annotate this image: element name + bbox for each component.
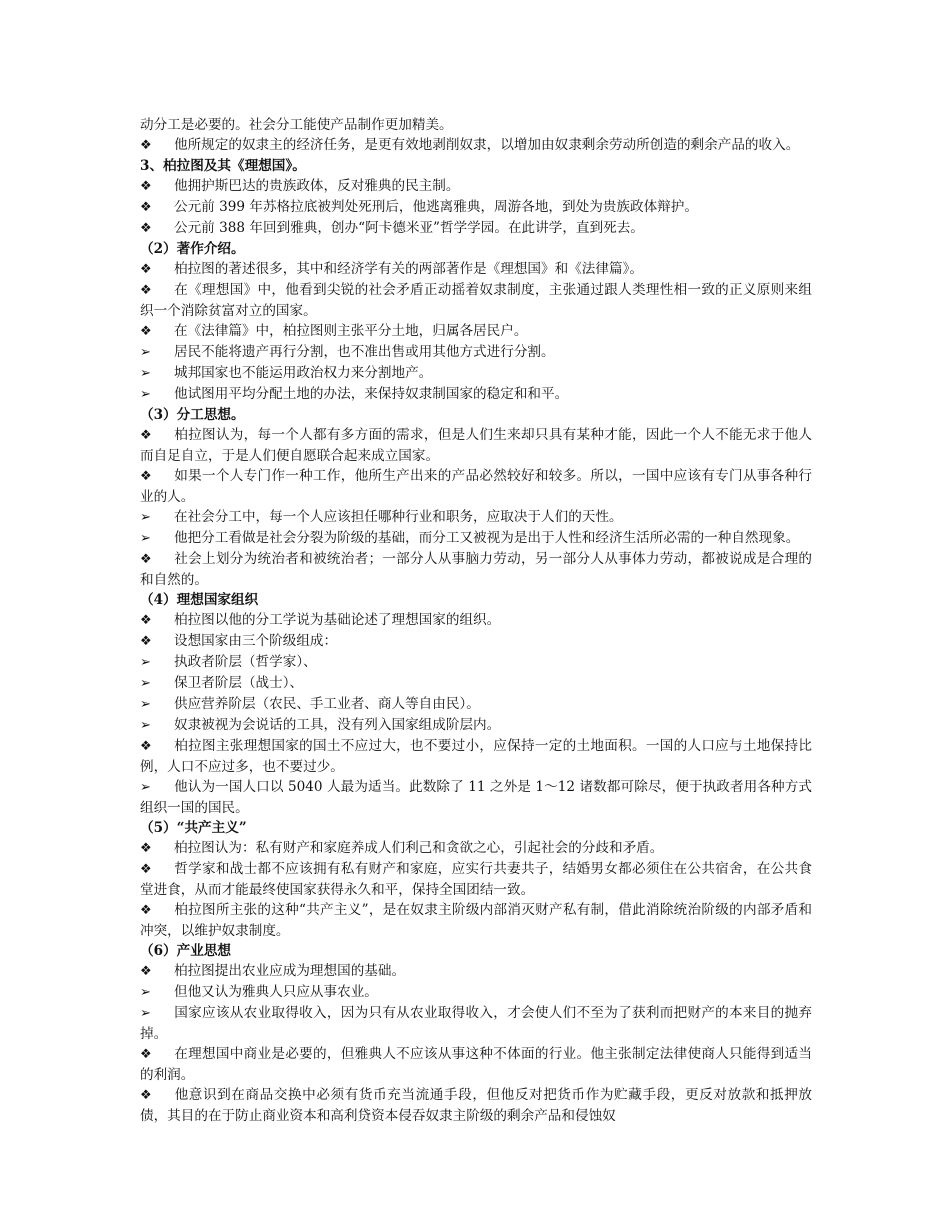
- bullet-item: [140, 321, 812, 342]
- bullet-item: [140, 900, 812, 941]
- line-text: 执政者阶层（哲学家）、: [174, 654, 317, 670]
- diamond-bullet-icon: ❖: [140, 634, 152, 649]
- section-heading: [140, 818, 812, 838]
- bullet-item: [140, 363, 812, 384]
- bullet-item: [140, 528, 812, 549]
- diamond-bullet-icon: ❖: [140, 324, 152, 339]
- line-text: 他所规定的奴隶主的经济任务，是更有效地剥削奴隶，以增加由奴隶剩余劳动所创造的剩余产品的收入。: [174, 137, 800, 153]
- arrow-bullet-icon: ➢: [140, 531, 151, 546]
- diamond-bullet-icon: ❖: [140, 469, 152, 484]
- line-text: 动分工是必要的。社会分工能使产品制作更加精美。: [140, 117, 453, 133]
- diamond-bullet-icon: ❖: [140, 862, 152, 877]
- bullet-item: [140, 342, 812, 363]
- bullet-item: [140, 425, 812, 466]
- diamond-bullet-icon: ❖: [140, 428, 152, 443]
- line-text: 柏拉图的著述很多，其中和经济学有关的两部著作是《理想国》和《法律篇》。: [174, 261, 643, 277]
- line-text: （6）产业思想: [140, 943, 232, 959]
- bullet-item: [140, 673, 812, 694]
- line-text: （5）“共产主义”: [140, 820, 247, 836]
- line-text: 柏拉图认为：私有财产和家庭养成人们利己和贪欲之心，引起社会的分歧和矛盾。: [174, 840, 664, 856]
- arrow-bullet-icon: ➢: [140, 1006, 151, 1021]
- bullet-item: [140, 280, 812, 321]
- line-text: （2）著作介绍。: [140, 241, 245, 257]
- bullet-item: [140, 197, 812, 218]
- diamond-bullet-icon: ❖: [140, 841, 152, 856]
- arrow-bullet-icon: ➢: [140, 345, 151, 360]
- bullet-item: [140, 694, 812, 715]
- bullet-item: [140, 1003, 812, 1044]
- bullet-item: [140, 859, 812, 900]
- bullet-item: [140, 715, 812, 736]
- line-text: 如果一个人专门作一种工作，他所生产出来的产品必然较好和较多。所以，一国中应该有专门从事各种行业的人。: [140, 468, 812, 505]
- bullet-item: [140, 1085, 812, 1126]
- section-heading: [140, 405, 812, 425]
- arrow-bullet-icon: ➢: [140, 510, 151, 525]
- section-heading: [140, 156, 812, 176]
- line-text: 哲学家和战士都不应该拥有私有财产和家庭，应实行共妻共子，结婚男女都必须住在公共宿舍，在公共食堂进食，从而才能最终使国家获得永久和平，保持全国团结一致。: [140, 861, 812, 898]
- line-text: 国家应该从农业取得收入，因为只有从农业取得收入，才会使人们不至为了获利而把财产的本来目的抛弃掉。: [140, 1005, 812, 1042]
- bullet-item: [140, 218, 812, 239]
- line-text: 居民不能将遗产再行分割，也不准出售或用其他方式进行分割。: [174, 344, 555, 360]
- section-heading: [140, 941, 812, 961]
- bullet-item: [140, 982, 812, 1003]
- line-text: 保卫者阶层（战士）、: [174, 675, 304, 691]
- arrow-bullet-icon: ➢: [140, 697, 151, 712]
- arrow-bullet-icon: ➢: [140, 366, 151, 381]
- diamond-bullet-icon: ❖: [140, 262, 152, 277]
- bullet-item: [140, 736, 812, 777]
- bullet-item: [140, 652, 812, 673]
- line-text: 奴隶被视为会说话的工具，没有列入国家组成阶层内。: [174, 717, 501, 733]
- bullet-item: [140, 1044, 812, 1085]
- bullet-item: [140, 777, 812, 818]
- line-text: 3、柏拉图及其《理想国》。: [140, 158, 306, 174]
- diamond-bullet-icon: ❖: [140, 613, 152, 628]
- line-text: 他拥护斯巴达的贵族政体，反对雅典的民主制。: [174, 178, 460, 194]
- bullet-item: [140, 610, 812, 631]
- line-text: 在《法律篇》中，柏拉图则主张平分土地，归属各居民户。: [174, 323, 528, 339]
- line-text: 设想国家由三个阶级组成：: [174, 633, 338, 649]
- diamond-bullet-icon: ❖: [140, 221, 152, 236]
- line-text: 他把分工看做是社会分裂为阶级的基础，而分工又被视为是出于人性和经济生活所必需的一种自然现象。: [174, 530, 800, 546]
- diamond-bullet-icon: ❖: [140, 283, 152, 298]
- line-text: 公元前 388 年回到雅典，创办“阿卡德米亚”哲学学园。在此讲学，直到死去。: [174, 220, 644, 236]
- line-text: 供应营养阶层（农民、手工业者、商人等自由民）。: [174, 696, 480, 712]
- bullet-item: [140, 838, 812, 859]
- diamond-bullet-icon: ❖: [140, 179, 152, 194]
- line-text: 柏拉图所主张的这种“共产主义”，是在奴隶主阶级内部消灭财产私有制，借此消除统治阶级的内部矛盾和冲突，以维护奴隶制度。: [140, 902, 812, 939]
- line-text: 在《理想国》中，他看到尖锐的社会矛盾正动摇着奴隶制度，主张通过跟人类理性相一致的正义原则来组织一个消除贫富对立的国家。: [140, 282, 812, 319]
- bullet-item: [140, 135, 812, 156]
- bullet-item: [140, 176, 812, 197]
- line-text: 在理想国中商业是必要的，但雅典人不应该从事这种不体面的行业。他主张制定法律使商人只能得到适当的利润。: [140, 1046, 812, 1083]
- line-text: 他认为一国人口以 5040 人最为适当。此数除了 11 之外是 1～12 诸数都可除尽，便于执政者用各种方式组织一国的国民。: [140, 779, 812, 816]
- bullet-item: [140, 259, 812, 280]
- diamond-bullet-icon: ❖: [140, 1047, 152, 1062]
- line-text: 公元前 399 年苏格拉底被判处死刑后，他逃离雅典，周游各地，到处为贵族政体辩护。: [174, 199, 698, 215]
- paragraph-line: [140, 115, 812, 135]
- diamond-bullet-icon: ❖: [140, 1088, 152, 1103]
- line-text: （3）分工思想。: [140, 407, 245, 423]
- arrow-bullet-icon: ➢: [140, 655, 151, 670]
- diamond-bullet-icon: ❖: [140, 739, 152, 754]
- section-heading: [140, 590, 812, 610]
- line-text: 柏拉图提出农业应成为理想国的基础。: [174, 963, 406, 979]
- arrow-bullet-icon: ➢: [140, 780, 151, 795]
- bullet-item: [140, 549, 812, 590]
- section-heading: [140, 239, 812, 259]
- line-text: 社会上划分为统治者和被统治者；一部分人从事脑力劳动，另一部分人从事体力劳动，都被说成是合理的和自然的。: [140, 551, 812, 588]
- diamond-bullet-icon: ❖: [140, 138, 152, 153]
- diamond-bullet-icon: ❖: [140, 964, 152, 979]
- diamond-bullet-icon: ❖: [140, 200, 152, 215]
- line-text: （4）理想国家组织: [140, 592, 259, 608]
- arrow-bullet-icon: ➢: [140, 985, 151, 1000]
- arrow-bullet-icon: ➢: [140, 718, 151, 733]
- bullet-item: [140, 384, 812, 405]
- line-text: 柏拉图认为，每一个人都有多方面的需求，但是人们生来却只具有某种才能，因此一个人不能无求于他人而自足自立，于是人们便自愿联合起来成立国家。: [140, 427, 812, 464]
- line-text: 在社会分工中，每一个人应该担任哪种行业和职务，应取决于人们的天性。: [174, 509, 623, 525]
- diamond-bullet-icon: ❖: [140, 903, 152, 918]
- line-text: 城邦国家也不能运用政治权力来分割地产。: [174, 365, 433, 381]
- arrow-bullet-icon: ➢: [140, 676, 151, 691]
- bullet-item: [140, 631, 812, 652]
- bullet-item: [140, 961, 812, 982]
- line-text: 柏拉图主张理想国家的国土不应过大，也不要过小，应保持一定的土地面积。一国的人口应与土地保持比例，人口不应过多，也不要过少。: [140, 738, 812, 775]
- line-text: 他意识到在商品交换中必须有货币充当流通手段，但他反对把货币作为贮藏手段，更反对放款和抵押放债，其目的在于防止商业资本和高利贷资本侵吞奴隶主阶级的剩余产品和侵蚀奴: [140, 1087, 812, 1124]
- line-text: 柏拉图以他的分工学说为基础论述了理想国家的组织。: [174, 612, 501, 628]
- document-page: [140, 115, 812, 1126]
- bullet-item: [140, 466, 812, 507]
- line-text: 但他又认为雅典人只应从事农业。: [174, 984, 378, 1000]
- diamond-bullet-icon: ❖: [140, 552, 152, 567]
- bullet-item: [140, 507, 812, 528]
- line-text: 他试图用平均分配土地的办法，来保持奴隶制国家的稳定和和平。: [174, 386, 569, 402]
- arrow-bullet-icon: ➢: [140, 387, 151, 402]
